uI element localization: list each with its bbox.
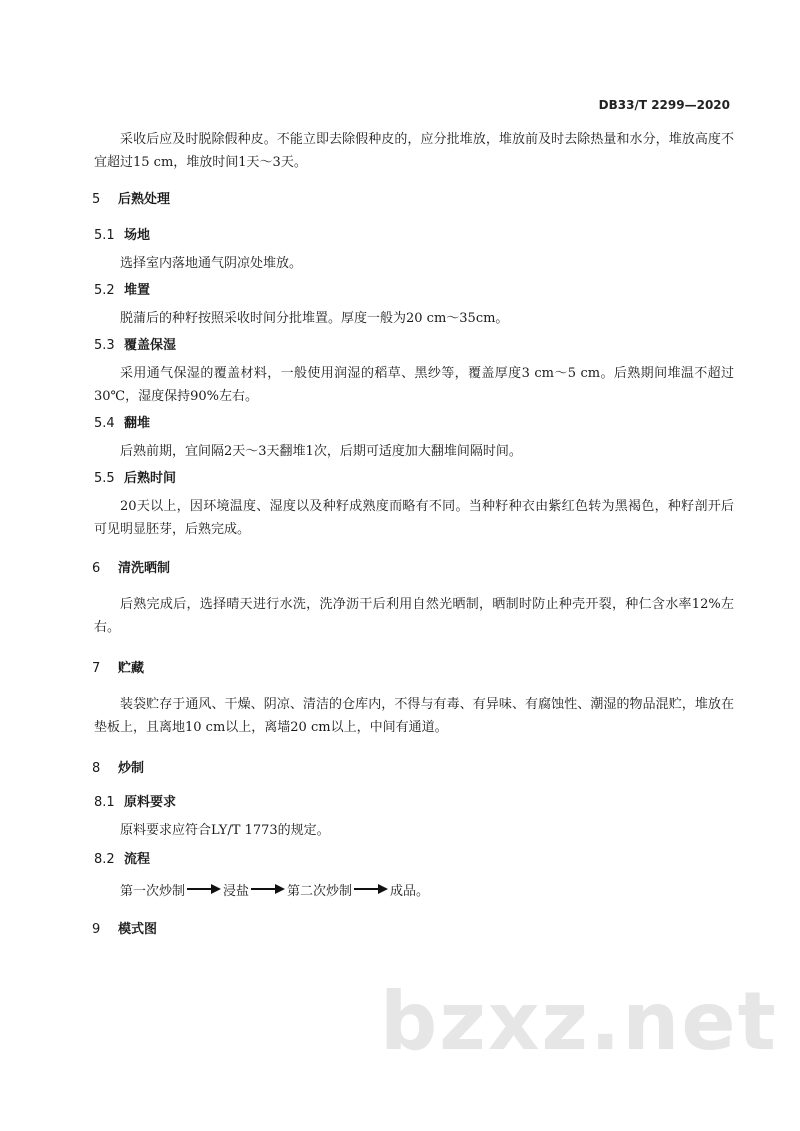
- document-body: [94, 128, 734, 940]
- section-5-5-heading: [94, 469, 734, 489]
- document-code: DB33/T 2299—2020: [598, 98, 730, 112]
- section-number: 5.5: [94, 471, 115, 486]
- section-number: 7: [92, 661, 101, 676]
- section-title: 流程: [124, 852, 151, 867]
- flow-step-4: 成品。: [390, 883, 430, 899]
- section-6-heading: [92, 559, 734, 579]
- right-arrow-icon: [354, 883, 388, 895]
- section-number: 5.3: [94, 338, 115, 353]
- section-5-heading: [92, 190, 734, 210]
- section-title: 炒制: [118, 761, 145, 776]
- flow-step-3: 第二次炒制: [287, 883, 353, 899]
- section-number: 5.2: [94, 283, 115, 298]
- section-8-1-heading: [94, 793, 734, 813]
- watermark: bzxz.net: [380, 975, 778, 1068]
- section-7-text: 装袋贮存于通风、干燥、阴凉、清洁的仓库内，不得与有毒、有异味、有腐蚀性、潮湿的物品混贮，堆放在垫板上，且离地10 cm以上，离墙20 cm以上，中间有通道。: [94, 697, 734, 735]
- flow-step-1: 第一次炒制: [120, 883, 186, 899]
- section-title: 堆置: [124, 283, 151, 298]
- section-number: 8.1: [94, 795, 115, 810]
- section-number: 6: [92, 561, 101, 576]
- section-title: 原料要求: [124, 795, 177, 810]
- right-arrow-icon: [187, 883, 221, 895]
- section-5-3-heading: [94, 336, 734, 356]
- section-number: 8.2: [94, 852, 115, 867]
- section-5-3-text: 采用通气保湿的覆盖材料，一般使用润湿的稻草、黑纱等，覆盖厚度3 cm～5 cm。后熟期间堆温不超过30℃，湿度保持90%左右。: [94, 366, 734, 404]
- section-title: 后熟处理: [118, 192, 171, 207]
- section-9-heading: [92, 920, 734, 940]
- section-5-4-heading: [94, 414, 734, 434]
- section-5-5-text: 20天以上，因环境温度、湿度以及种籽成熟度而略有不同。当种籽种衣由紫红色转为黑褐色，种籽剖开后可见明显胚芽，后熟完成。: [94, 499, 734, 537]
- section-5-1-heading: [94, 226, 734, 246]
- section-8-2-heading: [94, 850, 734, 870]
- section-8-heading: [92, 759, 734, 779]
- section-number: 5: [92, 192, 101, 207]
- section-title: 覆盖保湿: [124, 338, 177, 353]
- section-title: 贮藏: [118, 661, 145, 676]
- section-number: 5.4: [94, 416, 115, 431]
- section-number: 9: [92, 922, 101, 937]
- section-8-1-text: 原料要求应符合LY/T 1773的规定。: [120, 823, 330, 838]
- section-7-heading: [92, 659, 734, 679]
- section-5-2-text: 脱蒲后的种籽按照采收时间分批堆置。厚度一般为20 cm～35cm。: [120, 311, 509, 326]
- section-6-text: 后熟完成后，选择晴天进行水洗，洗净沥干后利用自然光晒制，晒制时防止种壳开裂，种仁含水率12%左右。: [94, 597, 734, 635]
- section-number: 5.1: [94, 228, 115, 243]
- intro-paragraph: 采收后应及时脱除假种皮。不能立即去除假种皮的，应分批堆放，堆放前及时去除热量和水分，堆放高度不宜超过15 cm，堆放时间1天～3天。: [94, 132, 734, 170]
- section-number: 8: [92, 761, 101, 776]
- flow-step-2: 浸盐: [223, 883, 250, 899]
- section-5-1-text: 选择室内落地通气阴凉处堆放。: [120, 256, 303, 271]
- section-title: 翻堆: [124, 416, 151, 431]
- section-title: 后熟时间: [124, 471, 177, 486]
- section-5-4-text: 后熟前期，宜间隔2天～3天翻堆1次，后期可适度加大翻堆间隔时间。: [120, 444, 522, 459]
- process-flow: [94, 878, 734, 900]
- section-title: 模式图: [118, 922, 158, 937]
- section-title: 场地: [124, 228, 151, 243]
- section-title: 清洗晒制: [118, 561, 171, 576]
- right-arrow-icon: [251, 883, 285, 895]
- section-5-2-heading: [94, 281, 734, 301]
